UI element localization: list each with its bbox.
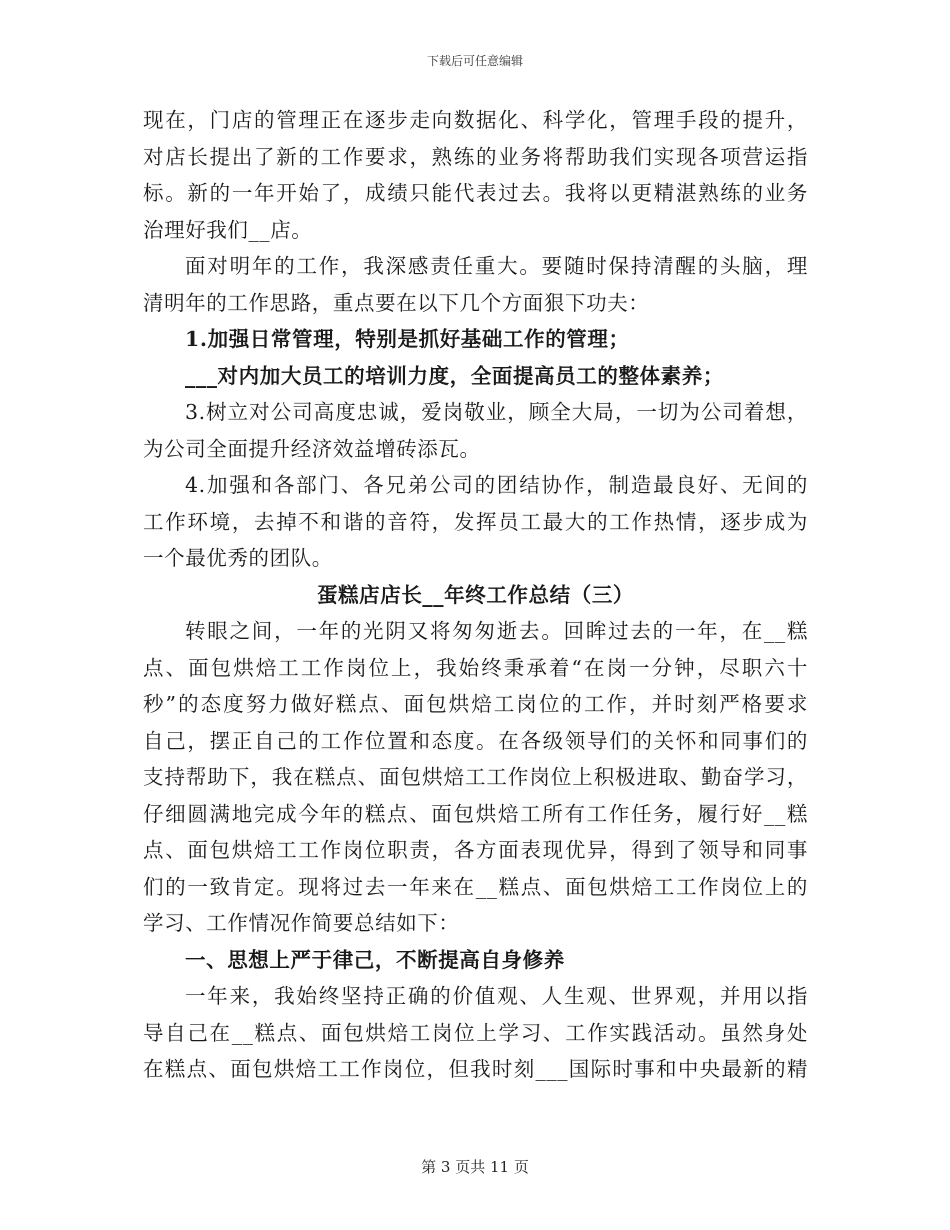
paragraph-line: 支持帮助下，我在糕点、面包烘焙工工作岗位上积极进取、勤奋学习， — [143, 765, 808, 789]
section-title: 蛋糕店店长__年终工作总结（三） — [316, 582, 635, 607]
page-header: 下载后可任意编辑 — [426, 54, 523, 68]
paragraph-line: 3.树立对公司高度忠诚，爱岗敬业，顾全大局，一切为公司着想， — [185, 400, 808, 424]
paragraph-line: 治理好我们__店。 — [143, 217, 313, 242]
paragraph-line: 自己，摆正自己的工作位置和态度。在各级领导们的关怀和同事们的 — [143, 728, 808, 753]
paragraph-line: 4.加强和各部门、各兄弟公司的团结协作，制造最良好、无间的 — [185, 473, 808, 497]
paragraph-line: 在糕点、面包烘焙工工作岗位，但我时刻___国际时事和中央最新的精 — [143, 1057, 808, 1081]
paragraph-line: 点、面包烘焙工工作岗位职责，各方面表现优异，得到了领导和同事 — [143, 838, 808, 862]
paragraph-line: 秒”的态度努力做好糕点、面包烘焙工岗位的工作，并时刻严格要求 — [143, 692, 808, 716]
list-item-heading: 1.加强日常管理，特别是抓好基础工作的管理； — [185, 327, 630, 351]
paragraph-line: 清明年的工作思路，重点要在以下几个方面狠下功夫： — [143, 290, 650, 315]
paragraph-line: 仔细圆满地完成今年的糕点、面包烘焙工所有工作任务，履行好__糕 — [143, 801, 808, 826]
paragraph-line: 们的一致肯定。现将过去一年来在__糕点、面包烘焙工工作岗位上的 — [143, 874, 808, 899]
paragraph-line: 工作环境，去掉不和谐的音符，发挥员工最大的工作热情，逐步成为 — [143, 509, 808, 534]
paragraph-line: 转眼之间，一年的光阴又将匆匆逝去。回眸过去的一年，在__糕 — [185, 619, 808, 643]
paragraph-line: 点、面包烘焙工工作岗位上，我始终秉承着“在岗一分钟，尽职六十 — [143, 655, 808, 680]
document-body — [143, 102, 808, 1088]
paragraph-line: 学习、工作情况作简要总结如下： — [143, 911, 460, 935]
page-footer: 第 3 页共 11 页 — [421, 1158, 529, 1176]
paragraph-line: 一年来，我始终坚持正确的价值观、人生观、世界观，并用以指 — [185, 984, 808, 1008]
subsection-heading: 一、思想上严于律己，不断提高自身修养 — [185, 947, 565, 972]
paragraph-line: 标。新的一年开始了，成绩只能代表过去。我将以更精湛熟练的业务 — [143, 181, 808, 205]
list-item-heading: ___对内加大员工的培训力度，全面提高员工的整体素养； — [185, 363, 724, 388]
paragraph-line: 现在，门店的管理正在逐步走向数据化、科学化，管理手段的提升， — [143, 108, 808, 132]
paragraph-line: 对店长提出了新的工作要求，熟练的业务将帮助我们实现各项营运指 — [143, 144, 808, 169]
paragraph-line: 一个最优秀的团队。 — [143, 546, 333, 570]
paragraph-line: 面对明年的工作，我深感责任重大。要随时保持清醒的头脑，理 — [185, 254, 808, 278]
paragraph-line: 导自己在__糕点、面包烘焙工岗位上学习、工作实践活动。虽然身处 — [143, 1020, 808, 1045]
paragraph-line: 为公司全面提升经济效益增砖添瓦。 — [143, 436, 481, 461]
